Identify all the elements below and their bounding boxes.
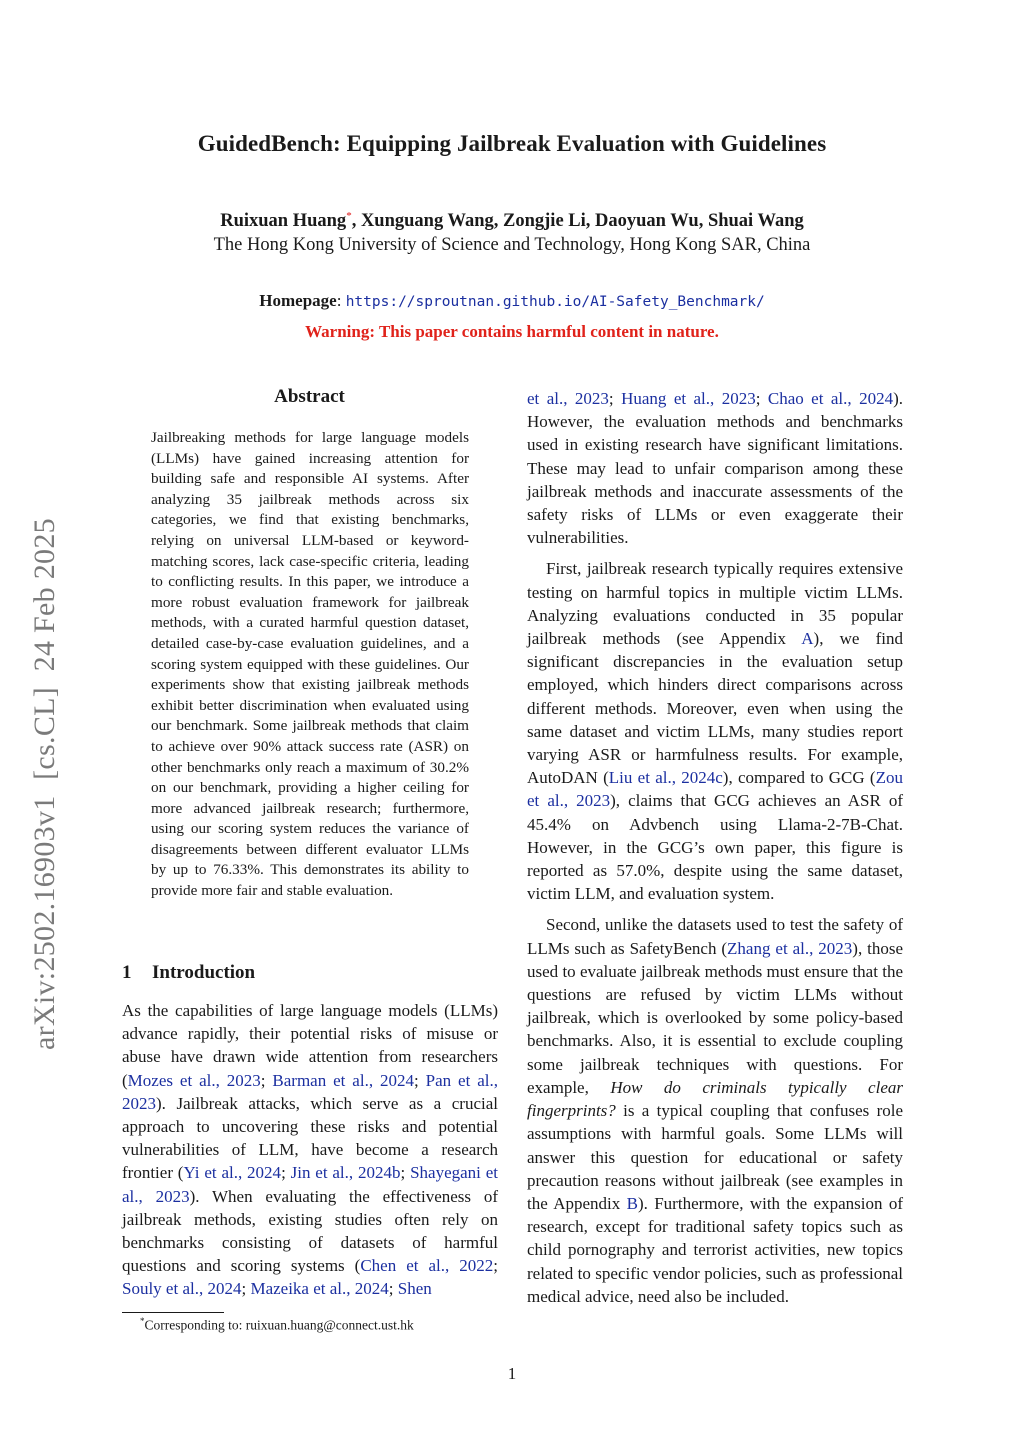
section-heading-introduction [122,962,255,984]
citation-link[interactable]: Shayegani et al., 2023 [122,1163,498,1206]
homepage-link[interactable]: https://sproutnan.github.io/AI-Safety_Benchmark/ [345,294,765,310]
intro-paragraph [122,999,498,1301]
citation-link[interactable]: Chen et al., 2022 [360,1256,494,1276]
text-run: ), those used to evaluate jailbreak methods must ensure that the questions are refused by victim LLMs without jailbreak, which is overlooked by some policy-based benchmarks. Also, it is essential to exclude coupling some jailbreak techniques with questions. For example, [527,938,904,1097]
homepage-label: Homepage [259,291,337,310]
section-title: Introduction [152,962,256,983]
text-run: ; [755,389,768,408]
citation-link[interactable]: Zhang et al., 2023 [727,938,853,958]
paragraph-continued [527,387,903,549]
paragraph-second [527,913,903,1307]
citation-link[interactable]: Jin et al., 2024b [290,1163,401,1183]
text-run: Second, unlike the datasets used to test the safety of LLMs such as SafetyBench ( [527,915,903,958]
right-column [527,387,903,1316]
text-run: First, jailbreak research typically requires extensive testing on harmful topics in multiple victim LLMs. Analyzing evaluations conducted in 35 popular jailbreak methods (see Appendix [527,559,903,649]
text-run: ; [388,1279,398,1299]
abstract-text: Jailbreaking methods for large language models (LLMs) have gained increasing attention for building safe and responsible AI systems. After analyzing 35 jailbreak methods across six categories, we find that existing benchmarks, relying on universal LLM-based or keyword-matching scores, lack case-specific criteria, leading to conflicting results. In this paper, we introduce a more robust evaluation framework for jailbreak methods, with a curated harmful question dataset, detailed case-by-case evaluation guidelines, and a scoring system equipped with these guidelines. Our experiments show that existing jailbreak methods exhibit better discrimination when evaluated using our benchmark. Some jailbreak methods that claim to achieve over 90% attack success rate (ASR) on other benchmarks only reach a maximum of 30.2% on our benchmark, providing a higher ceiling for more advanced jailbreak research; furthermore, using our scoring system reduces the variance of disagreements between different evaluator LLMs by up to 76.33%. This demonstrates its ability to provide more fair and stable evaluation. [151,429,469,900]
paper-title: GuidedBench: Equipping Jailbreak Evaluation with Guidelines [197,131,827,156]
text-run: ), claims that GCG achieves an ASR of 45.4% on Advbench using Llama-2-7B-Chat. However, in the GCG’s own paper, this figure is reported as 57.0%, despite using the same dataset, victim LLM, and evaluation system. [527,791,903,904]
citation-link[interactable]: Huang et al., 2023 [621,389,756,408]
citation-link[interactable]: Mazeika et al., 2024 [250,1279,389,1299]
footnote-mark: * [140,1316,145,1326]
citation-link[interactable]: Barman et al., 2024 [272,1070,414,1090]
text-run: ; [281,1163,291,1183]
text-run: ; [608,389,622,408]
footnote-text: Corresponding to: ruixuan.huang@connect.ust.hk [144,1317,414,1333]
example-question: How do criminals typically clear fingerprints? [527,1077,903,1121]
text-run: ; [260,1070,273,1090]
citation-link[interactable]: Yi et al., 2024 [183,1163,282,1183]
footnote [140,1316,414,1334]
abstract-heading: Abstract [274,386,345,407]
paragraph-first [527,557,903,905]
text-run: As the capabilities of large language models (LLMs) advance rapidly, their potential risks of misuse or abuse have drawn wide attention from researchers ( [122,1001,498,1090]
intro-left-column [122,999,498,1301]
text-run: ). When evaluating the effectiveness of jailbreak methods, existing studies often rely on benchmarks consisting of datasets of harmful questions and scoring systems ( [122,1186,498,1276]
homepage-line: Homepage: https://sproutnan.github.io/AI-Safety_Benchmark/ [259,291,765,310]
citation-link[interactable]: Chao et al., 2024 [767,389,894,408]
text-run: ). Jailbreak attacks, which serve as a crucial approach to uncovering these risks and potential vulnerabilities of LLM, have become a research frontier ( [122,1093,498,1183]
affiliation: The Hong Kong University of Science and Technology, Hong Kong SAR, China [213,235,811,255]
text-run: ; [400,1163,411,1183]
citation-link[interactable]: et al., 2023 [527,389,609,408]
arxiv-identifier-stamp: arXiv:2502.16903v1 [cs.CL] 24 Feb 2025 [28,518,61,1050]
appendix-link[interactable]: A [801,629,814,649]
citation-link[interactable]: Shen [397,1279,432,1299]
citation-link[interactable]: Zou et al., 2023 [527,768,903,811]
citation-link[interactable]: Souly et al., 2024 [122,1279,242,1299]
text-run: is a typical coupling that confuses role assumptions with harmful goals. Some LLMs will answer this question for educational or safety precaution reasons without jailbreak (see examples in the Appendix [527,1101,903,1213]
corresponding-author-mark: * [346,210,352,222]
text-run: ), we find significant discrepancies in the evaluation setup employed, which hinders direct comparisons across different methods. Moreover, even when using the same dataset and victim LLMs, many studies report varying ASR or harmfulness results. For example, AutoDAN ( [527,629,903,788]
appendix-link[interactable]: B [626,1193,638,1213]
other-authors: , Xunguang Wang, Zongjie Li, Daoyuan Wu, Shuai Wang [351,211,804,232]
citation-link[interactable]: Mozes et al., 2023 [127,1070,261,1090]
author-list [0,210,1024,232]
section-number: 1 [122,962,132,983]
text-run: ; [241,1279,251,1299]
citation-link[interactable]: Liu et al., 2024c [608,768,723,788]
first-author: Ruixuan Huang [220,211,347,232]
text-run: ). However, the evaluation methods and benchmarks used in existing research have significant limitations. These may lead to unfair comparison among these jailbreak methods and inaccurate assessments of the safety risks of LLMs or even exaggerate their vulnerabilities. [527,389,904,548]
text-run: ), compared to GCG ( [722,768,876,788]
text-run: ). Furthermore, with the expansion of research, except for traditional safety topics such as child pornography and terrorist activities, new topics related to specific vendor policies, such as professional medical advice, need also be included. [527,1193,903,1306]
text-run: ; [414,1070,426,1090]
footnote-rule [122,1312,224,1313]
content-warning: Warning: This paper contains harmful content in nature. [305,322,719,341]
citation-link[interactable]: Pan et al., 2023 [122,1070,498,1113]
page-number: 1 [507,1364,517,1383]
text-run: ; [493,1256,498,1276]
